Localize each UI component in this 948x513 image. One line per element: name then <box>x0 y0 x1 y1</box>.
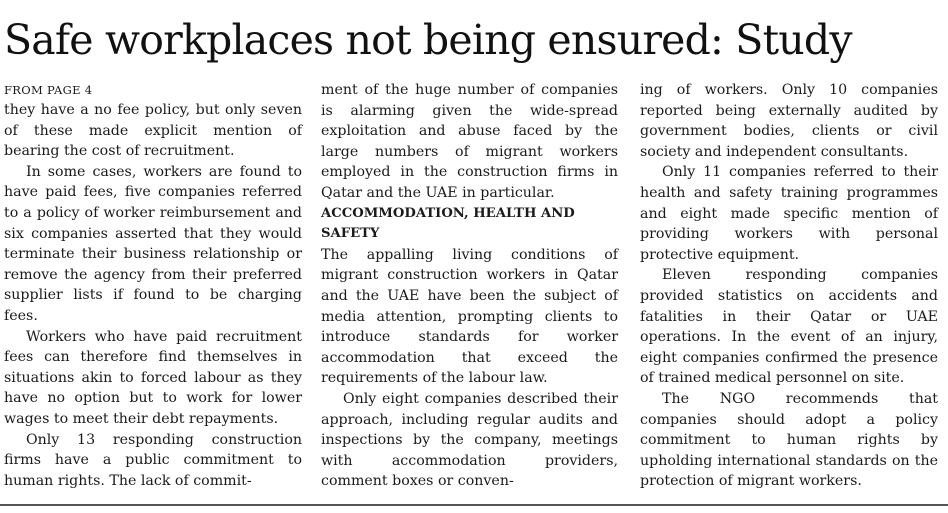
article-column-3 <box>640 80 938 492</box>
article-column-2 <box>321 80 618 492</box>
continued-from-label: FROM PAGE 4 <box>4 83 93 97</box>
paragraph: they have a no fee policy, but only seven of these made explicit mention of bearing the cost of recruitment. <box>4 102 302 160</box>
paragraph: Eleven responding companies provided statistics on accidents and fatalities in their Qatar or UAE operations. In the event of an injury, eight companies confirmed the presence of trained medical personnel on site. <box>640 267 938 387</box>
paragraph: Only eight companies described their approach, including regular audits and inspections by the company, meetings with accommodation providers, comment boxes or conven- <box>321 390 618 490</box>
paragraph: Workers who have paid recruitment fees can therefore find themselves in situations akin to forced labour as they have no option but to work for lower wages to meet their debt repayments. <box>4 328 302 427</box>
paragraph: ing of workers. Only 10 companies reported being externally audited by government bodies, clients or civil society and independent consultants. <box>640 82 938 160</box>
paragraph: ment of the huge number of companies is alarming given the wide-spread exploitation and abuse faced by the large numbers of migrant workers employed in the construction firms in Qatar and the UAE in particular. <box>321 82 618 201</box>
paragraph: In some cases, workers are found to have paid fees, five companies referred to a policy of worker reimbursement and six companies asserted that they would terminate their business relationship or remove the agency from their preferred supplier lists if found to be charging fees. <box>4 163 302 324</box>
paragraph: The NGO recommends that companies should adopt a policy commitment to human rights by upholding international standards on the protection of migrant workers. <box>640 390 938 490</box>
article-column-1 <box>4 80 302 491</box>
paragraph: The appalling living conditions of migrant construction workers in Qatar and the UAE have been the subject of media attention, prompting clients to introduce standards for worker accommodation that exceed the requirements of the labour law. <box>321 246 618 387</box>
paragraph: Only 13 responding construction firms have a public commitment to human rights. The lack of commit- <box>4 431 302 489</box>
bottom-rule <box>0 504 948 506</box>
headline: Safe workplaces not being ensured: Study <box>4 16 852 64</box>
section-subhead: ACCOMMODATION, HEALTH AND SAFETY <box>321 205 575 242</box>
paragraph: Only 11 companies referred to their health and safety training programmes and eight made specific mention of providing workers with personal protective equipment. <box>640 164 938 263</box>
